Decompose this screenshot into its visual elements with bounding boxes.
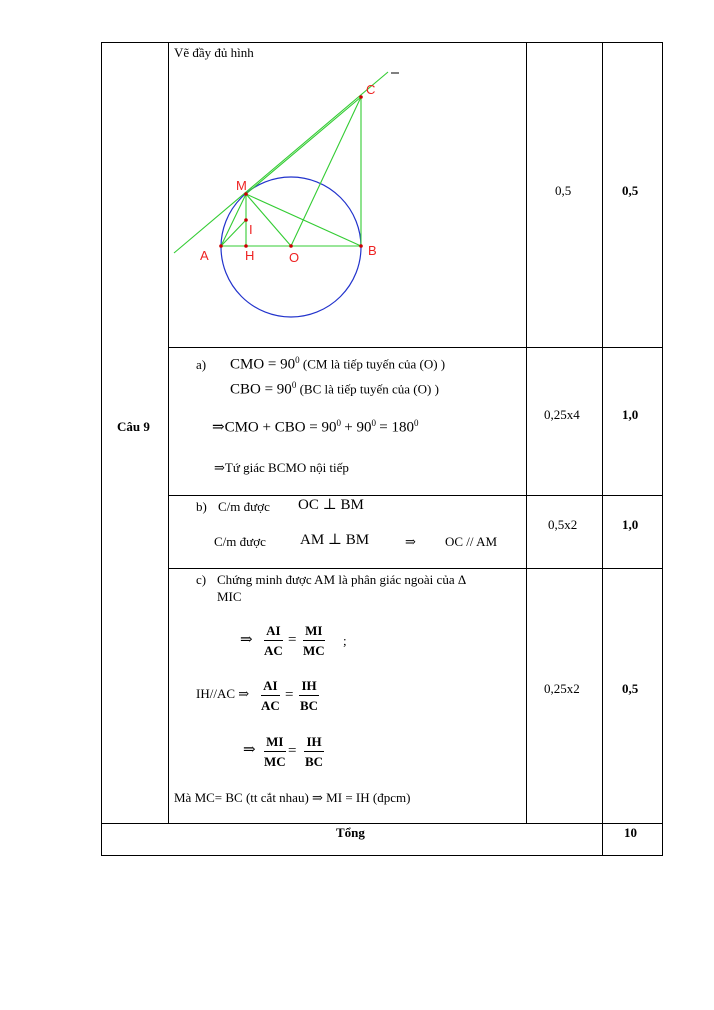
segment-cm xyxy=(246,97,361,194)
fraction-mi-mc: $\frac{MI}{MC}$ xyxy=(264,734,286,769)
ih-parallel-ac: IH//AC ⇒ xyxy=(196,686,250,701)
fraction-ih-bc: $\frac{IH}{BC}$ xyxy=(305,734,324,769)
equals-sign: = xyxy=(285,687,294,703)
label-o: O xyxy=(289,250,300,265)
part-b-line1-expr: OC ⊥ BM xyxy=(298,497,364,513)
point-c xyxy=(359,95,363,99)
part-a-conclusion: ⇒Tứ giác BCMO nội tiếp xyxy=(214,460,349,475)
label-b: B xyxy=(368,243,377,258)
part-a-line3: ⇒CMO + CBO = $90^0 + 90^0 = 180^0$ xyxy=(212,418,419,436)
part-b-line1-text: C/m được xyxy=(218,499,270,514)
total-a: 1,0 xyxy=(622,407,639,422)
segment-co xyxy=(291,97,361,246)
point-o xyxy=(289,244,293,248)
figure-caption: Vẽ đầy đủ hình xyxy=(174,45,254,60)
label-a: A xyxy=(200,248,209,263)
part-b-result: OC // AM xyxy=(445,534,498,549)
segment-am xyxy=(221,194,246,246)
fraction-mi-mc: $\frac{MI}{MC}$ xyxy=(303,623,325,658)
score-a: 0,25x4 xyxy=(544,407,580,422)
semicolon: ; xyxy=(343,633,347,648)
total-value: 10 xyxy=(624,825,637,840)
part-c-conclusion: Mà MC= BC (tt cắt nhau) ⇒ MI = IH (đpcm) xyxy=(174,790,411,805)
part-c-label: c) xyxy=(196,572,207,587)
label-h: H xyxy=(245,248,255,263)
point-b xyxy=(359,244,363,248)
label-c: C xyxy=(366,82,376,97)
implies-symbol: ⇒ xyxy=(243,742,256,758)
fraction-ai-ac: $\frac{AI}{AC}$ xyxy=(264,623,283,658)
part-a-line1: CMO = $90^0$ (CM là tiếp tuyến của (O) ) xyxy=(230,355,446,373)
part-c-line1b: MIC xyxy=(217,589,242,604)
part-b-line2-text: C/m được xyxy=(214,534,266,549)
point-i xyxy=(244,218,248,222)
total-label: Tổng xyxy=(336,825,365,840)
fraction-ih-bc: $\frac{IH}{BC}$ xyxy=(300,678,319,713)
score-c: 0,25x2 xyxy=(544,681,580,696)
label-m: M xyxy=(236,178,247,193)
segment-mo xyxy=(246,194,291,246)
total-c: 0,5 xyxy=(622,681,639,696)
part-b-label: b) xyxy=(196,499,207,514)
implies-symbol: ⇒ xyxy=(240,632,253,648)
fraction-ai-ac: $\frac{AI}{AC}$ xyxy=(261,678,280,713)
score-b: 0,5x2 xyxy=(548,517,578,532)
question-label: Câu 9 xyxy=(117,419,150,434)
total-figure: 0,5 xyxy=(622,183,639,198)
part-a-line2: CBO = $90^0$ (BC là tiếp tuyến của (O) ) xyxy=(230,380,439,398)
part-b-line2-expr: AM ⊥ BM xyxy=(300,532,370,548)
part-c-line1: Chứng minh được AM là phân giác ngoài của Δ xyxy=(217,572,467,587)
label-i: I xyxy=(249,222,253,237)
total-b: 1,0 xyxy=(622,517,639,532)
part-a-label: a) xyxy=(196,357,207,372)
implies-symbol: ⇒ xyxy=(405,534,416,549)
equals-sign: = xyxy=(288,743,297,759)
point-a xyxy=(219,244,223,248)
score-figure: 0,5 xyxy=(555,183,572,198)
line-ac-extended xyxy=(174,72,388,253)
equals-sign: = xyxy=(288,632,297,648)
